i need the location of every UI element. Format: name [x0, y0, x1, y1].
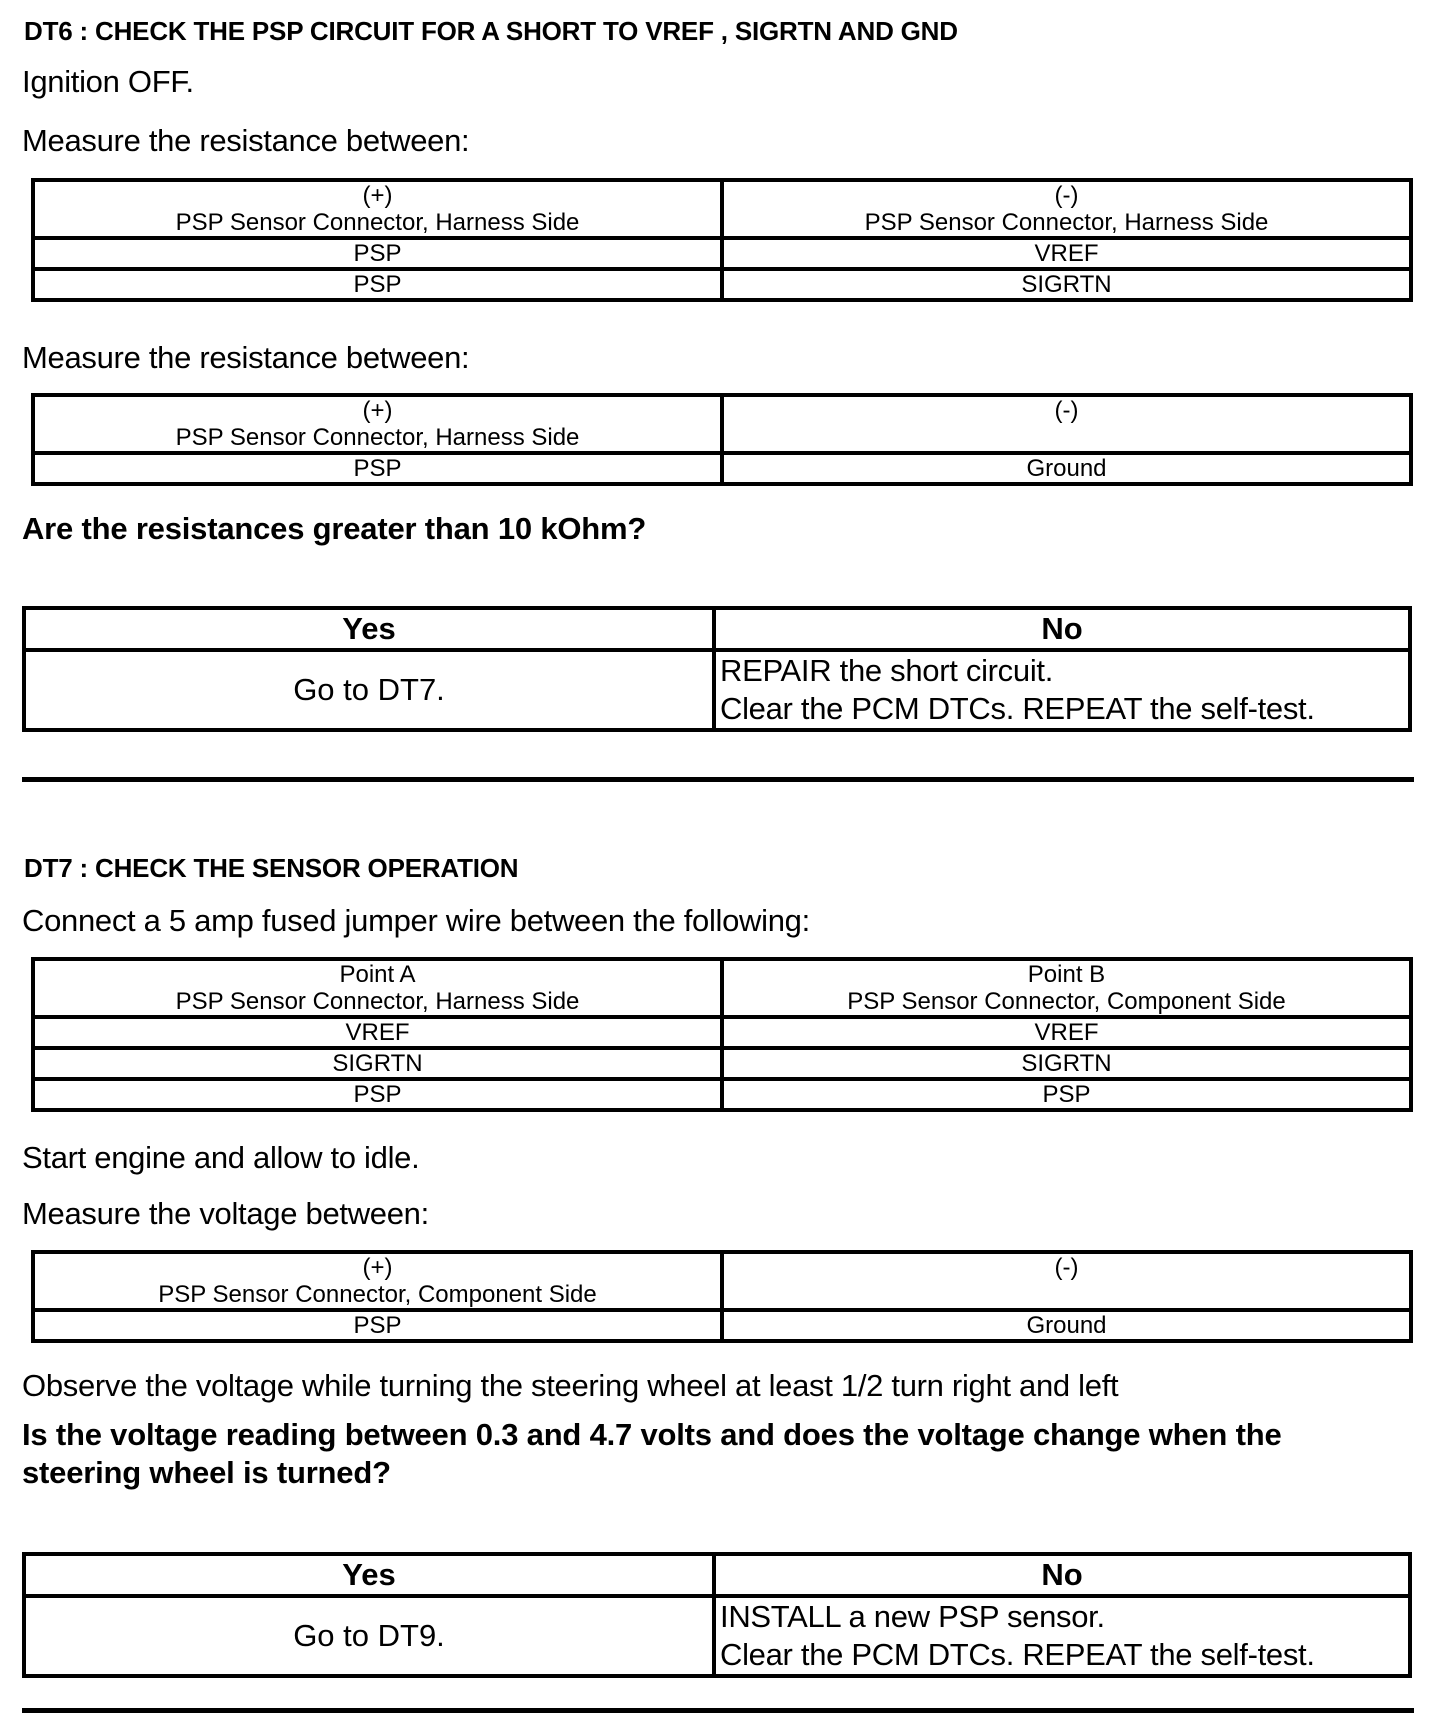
- dt7-step-connect: Connect a 5 amp fused jumper wire between the following:: [22, 903, 810, 938]
- header-cell-positive: [33, 180, 722, 238]
- dt6-question: Are the resistances greater than 10 kOhm?: [22, 511, 647, 546]
- section-divider: [22, 1708, 1414, 1713]
- header-cell-positive: [33, 395, 722, 453]
- no-header: No: [714, 1554, 1410, 1596]
- cell: PSP: [722, 1079, 1411, 1110]
- no-action-line-1: INSTALL a new PSP sensor.: [720, 1599, 1105, 1634]
- cell: VREF: [722, 1017, 1411, 1048]
- connector-label: PSP Sensor Connector, Harness Side: [864, 209, 1269, 236]
- polarity-label: (-): [1054, 1254, 1079, 1281]
- table-row: [33, 1310, 1411, 1341]
- connector-label: PSP Sensor Connector, Harness Side: [175, 988, 580, 1015]
- table-row: [33, 1017, 1411, 1048]
- dt7-decision-table: [22, 1552, 1412, 1678]
- polarity-label: (+): [362, 397, 393, 424]
- dt6-resistance-table-1: [31, 178, 1413, 302]
- cell: PSP: [33, 269, 722, 300]
- no-header: No: [714, 608, 1410, 650]
- connector-label: PSP Sensor Connector, Harness Side: [175, 424, 580, 451]
- cell: VREF: [33, 1017, 722, 1048]
- cell: SIGRTN: [33, 1048, 722, 1079]
- dt7-step-measure-voltage: Measure the voltage between:: [22, 1196, 429, 1231]
- dt6-decision-table: [22, 606, 1412, 732]
- cell: Ground: [722, 453, 1411, 484]
- table-row: [33, 1048, 1411, 1079]
- table-row: [33, 1079, 1411, 1110]
- header-cell-point-a: [33, 959, 722, 1017]
- point-label: Point A: [339, 961, 416, 988]
- dt6-title: DT6 : CHECK THE PSP CIRCUIT FOR A SHORT TO VREF , SIGRTN AND GND: [24, 16, 958, 46]
- point-label: Point B: [1027, 961, 1106, 988]
- dt7-question: [22, 1416, 1281, 1492]
- dt7-step-observe: Observe the voltage while turning the steering wheel at least 1/2 turn right and left: [22, 1368, 1119, 1403]
- no-action-line-1: REPAIR the short circuit.: [720, 653, 1054, 688]
- no-action: [714, 650, 1410, 730]
- no-action: [714, 1596, 1410, 1676]
- dt7-jumper-table: [31, 957, 1413, 1112]
- yes-header: Yes: [24, 1554, 714, 1596]
- dt7-step-start-engine: Start engine and allow to idle.: [22, 1140, 420, 1175]
- cell: SIGRTN: [722, 1048, 1411, 1079]
- cell: PSP: [33, 238, 722, 269]
- header-cell-negative: [722, 395, 1411, 453]
- cell: Ground: [722, 1310, 1411, 1341]
- yes-header: Yes: [24, 608, 714, 650]
- dt6-step-ignition: Ignition OFF.: [22, 64, 194, 99]
- polarity-label: (+): [362, 1254, 393, 1281]
- no-action-line-2: Clear the PCM DTCs. REPEAT the self-test.: [720, 1637, 1315, 1672]
- header-cell-negative: [722, 1252, 1411, 1310]
- cell: PSP: [33, 1310, 722, 1341]
- dt6-resistance-table-2: [31, 393, 1413, 486]
- question-line-2: steering wheel is turned?: [22, 1455, 391, 1490]
- connector-label: PSP Sensor Connector, Component Side: [847, 988, 1286, 1015]
- polarity-label: (-): [1054, 182, 1079, 209]
- cell: PSP: [33, 453, 722, 484]
- dt6-step-measure-2: Measure the resistance between:: [22, 340, 470, 375]
- connector-label: PSP Sensor Connector, Component Side: [158, 1281, 597, 1308]
- header-cell-negative: [722, 180, 1411, 238]
- section-divider: [22, 777, 1414, 782]
- cell: SIGRTN: [722, 269, 1411, 300]
- no-action-line-2: Clear the PCM DTCs. REPEAT the self-test.: [720, 691, 1315, 726]
- yes-action-link[interactable]: Go to DT7.: [24, 650, 714, 730]
- polarity-label: (-): [1054, 397, 1079, 424]
- connector-label: PSP Sensor Connector, Harness Side: [175, 209, 580, 236]
- header-cell-positive: [33, 1252, 722, 1310]
- dt6-step-measure-1: Measure the resistance between:: [22, 123, 470, 158]
- dt7-title: DT7 : CHECK THE SENSOR OPERATION: [24, 853, 519, 883]
- yes-action-link[interactable]: Go to DT9.: [24, 1596, 714, 1676]
- polarity-label: (+): [362, 182, 393, 209]
- question-line-1: Is the voltage reading between 0.3 and 4.7 volts and does the voltage change when the: [22, 1417, 1282, 1452]
- cell: VREF: [722, 238, 1411, 269]
- table-row: [33, 269, 1411, 300]
- dt7-voltage-table: [31, 1250, 1413, 1343]
- cell: PSP: [33, 1079, 722, 1110]
- table-row: [33, 453, 1411, 484]
- header-cell-point-b: [722, 959, 1411, 1017]
- table-row: [33, 238, 1411, 269]
